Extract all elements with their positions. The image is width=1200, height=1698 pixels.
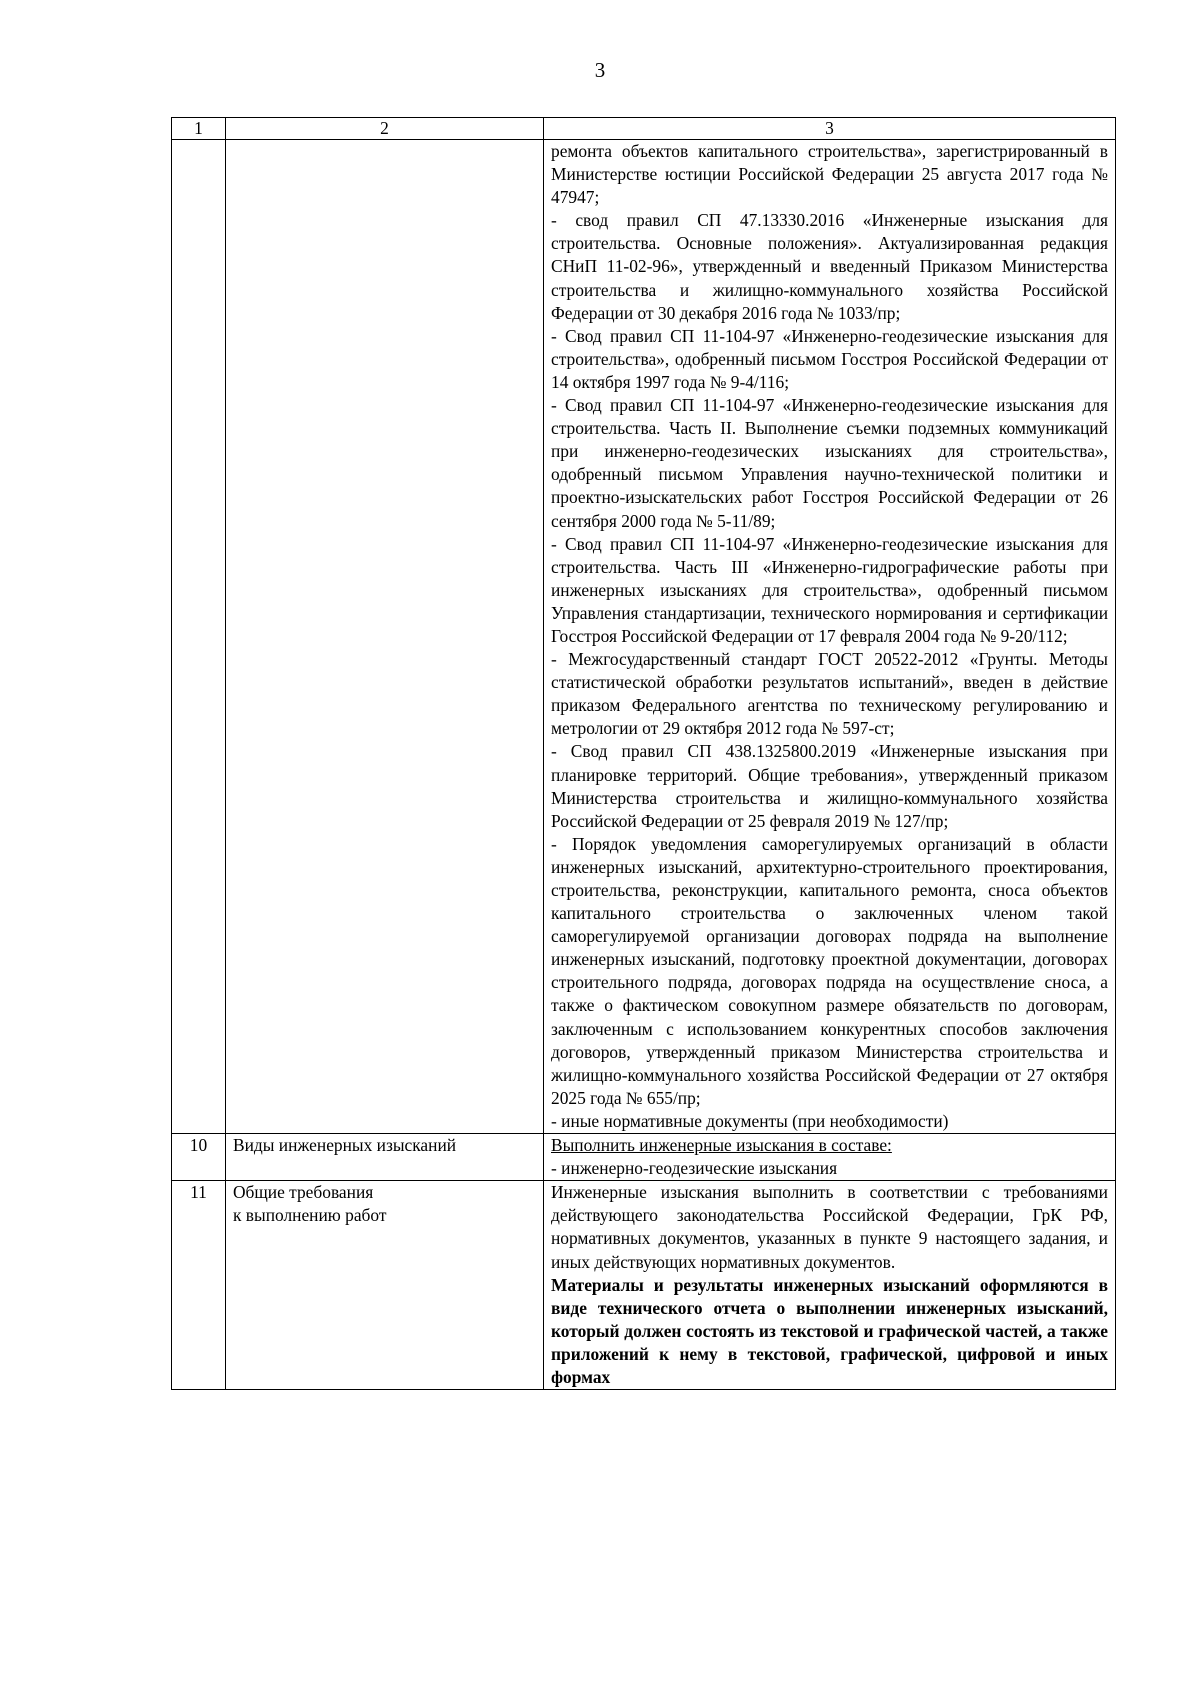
document-list-item: - свод правил СП 47.13330.2016 «Инженерные изыскания для строительства. Основные положения». Актуализированная редакция СНиП 11-02-96», утвержденный и введенный Приказом Министерства строительства и жилищно-коммунального хозяйства Российской Федерации от 30 декабря 2016 года № 1033/пр;	[551, 210, 1108, 323]
document-list-item: ремонта объектов капитального строительства», зарегистрированный в Министерстве юстиции Российской Федерации 25 августа 2017 года № 47947;	[551, 141, 1108, 208]
row-number-empty	[172, 140, 226, 1134]
document-list-item: - Свод правил СП 438.1325800.2019 «Инженерные изыскания при планировке территорий. Общие требования», утвержденный приказом Министерства строительства и жилищно-коммунального хозяйства Российской Федерации от 25 февраля 2019 № 127/пр;	[551, 741, 1108, 831]
row-label-empty	[226, 140, 544, 1134]
table-header-row	[172, 118, 1116, 140]
header-col-1: 1	[172, 118, 226, 140]
row-10-line-2: - инженерно-геодезические изыскания	[551, 1158, 838, 1179]
document-list-item: - иные нормативные документы (при необходимости)	[551, 1110, 949, 1131]
row-10-content	[544, 1134, 1116, 1181]
table-row-10	[172, 1134, 1116, 1181]
header-col-2: 2	[226, 118, 544, 140]
row-10-number: 10	[172, 1134, 226, 1181]
row-11-label-line-1: Общие требования	[233, 1182, 374, 1203]
document-list-item: - Порядок уведомления саморегулируемых организаций в области инженерных изысканий, архитектурно-строительного проектирования, строительства, реконструкции, капитального ремонта, сноса объектов капитального строительства о заключенных членом такой саморегулируемой организации договорах подряда на выполнение инженерных изысканий, подготовку проектной документации, договорах строительного подряда, договорах подряда на осуществление сноса, а также о фактическом совокупном размере обязательств по договорам, заключенным с использованием конкурентных способов заключения договоров, утвержденный приказом Министерства строительства и жилищно-коммунального хозяйства Российской Федерации от 27 октября 2025 года № 655/пр;	[551, 833, 1108, 1108]
requirements-table	[171, 117, 1116, 1390]
row-11-number: 11	[172, 1181, 226, 1390]
table-row-continuation	[172, 140, 1116, 1134]
row-11-content	[544, 1181, 1116, 1390]
row-content	[544, 140, 1116, 1134]
row-11-paragraph-1: Инженерные изыскания выполнить в соответствии с требованиями действующего законодательства Российской Федерации, ГрК РФ, нормативных документов, указанных в пункте 9 настоящего задания, и иных действующих нормативных документов.	[551, 1182, 1108, 1272]
row-10-line-1: Выполнить инженерные изыскания в составе:	[551, 1135, 892, 1156]
document-list-item: - Свод правил СП 11-104-97 «Инженерно-геодезические изыскания для строительства», одобренный письмом Госстроя Российской Федерации от 14 октября 1997 года № 9-4/116;	[551, 325, 1108, 392]
table-row-11	[172, 1181, 1116, 1390]
header-col-3: 3	[544, 118, 1116, 140]
document-list-item: - Свод правил СП 11-104-97 «Инженерно-геодезические изыскания для строительства. Часть II. Выполнение съемки подземных коммуникаций при инженерно-геодезических изысканиях для строительства», одобренный письмом Управления научно-технической политики и проектно-изыскательских работ Госстроя Российской Федерации от 26 сентября 2000 года № 5-11/89;	[551, 395, 1108, 531]
document-list-item: - Межгосударственный стандарт ГОСТ 20522-2012 «Грунты. Методы статистической обработки результатов испытаний», введен в действие приказом Федерального агентства по техническому регулированию и метрологии от 29 октября 2012 года № 597-ст;	[551, 649, 1108, 739]
row-11-paragraph-2-bold: Материалы и результаты инженерных изысканий оформляются в виде технического отчета о выполнении инженерных изысканий, который должен состоять из текстовой и графической частей, а также приложений к нему в текстовой, графической, цифровой и иных формах	[551, 1274, 1108, 1387]
document-list-item: - Свод правил СП 11-104-97 «Инженерно-геодезические изыскания для строительства. Часть III «Инженерно-гидрографические работы при инженерных изысканиях для строительства», одобренный письмом Управления стандартизации, технического нормирования и сертификации Госстроя Российской Федерации от 17 февраля 2004 года № 9-20/112;	[551, 533, 1108, 646]
page-number: 3	[594, 58, 606, 82]
row-11-label	[226, 1181, 544, 1390]
row-10-label: Виды инженерных изысканий	[226, 1134, 544, 1181]
row-11-label-line-2: к выполнению работ	[233, 1205, 387, 1226]
